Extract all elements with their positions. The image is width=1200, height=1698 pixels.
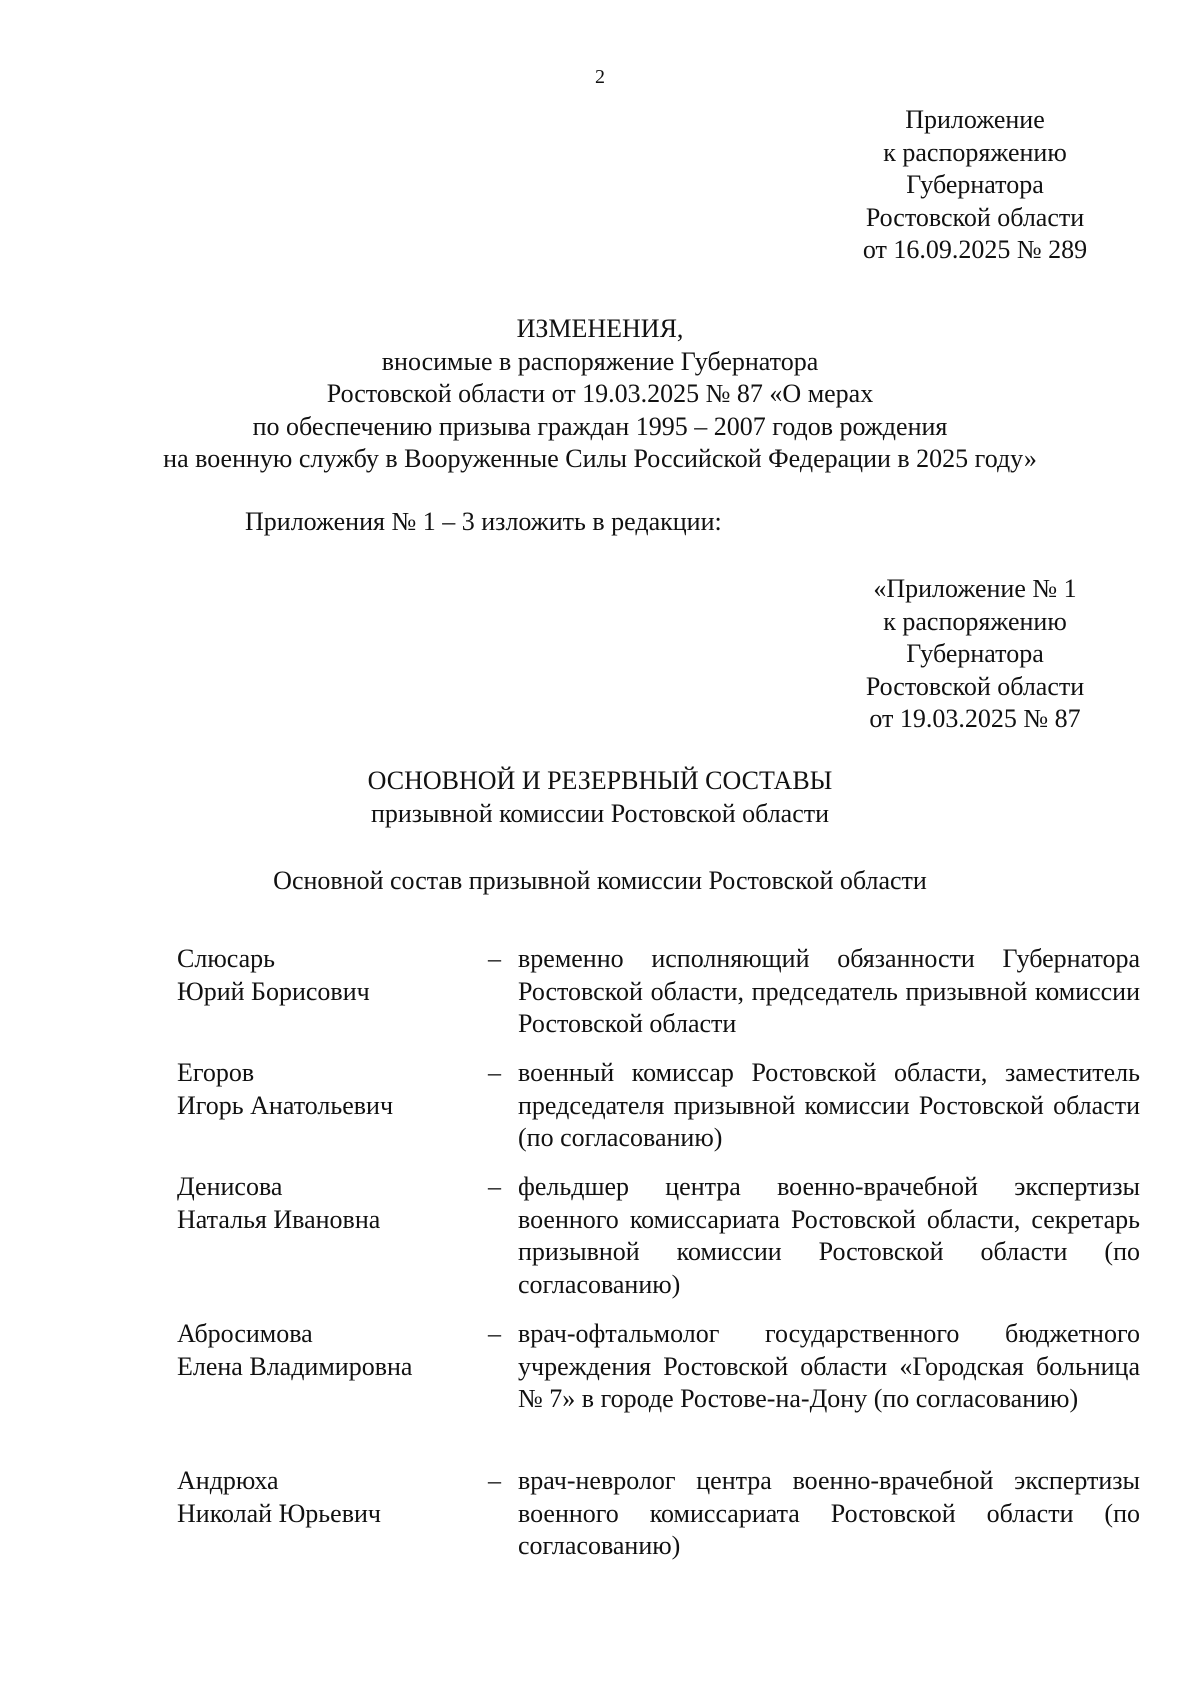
member-given-names: Юрий Борисович [177,976,370,1006]
dash: – [488,1319,501,1348]
member-given-names: Наталья Ивановна [177,1204,381,1234]
approval-line: к распоряжению [883,137,1067,167]
annex-line: Ростовской области [865,671,1085,701]
changes-line: вносимые в распоряжение Губернатора [381,346,819,376]
member-surname: Андрюха [177,1466,279,1495]
annex-line: Губернатора [906,639,1044,668]
member-given-names: Елена Владимировна [177,1351,413,1381]
member-role: врач-невролог центра военно-врачебной экспертизы военного комиссариата Ростовской области (по согласованию) [518,1466,1140,1560]
approval-line: Ростовской области [865,202,1085,232]
member-name [177,1171,467,1236]
approval-line: Губернатора [906,170,1044,199]
annex-line: от 19.03.2025 № 87 [869,704,1081,733]
dash: – [488,1466,501,1495]
approval-line: Приложение [905,105,1045,134]
member-given-names: Николай Юрьевич [177,1498,381,1528]
composition-subheading: призывной комиссии Ростовской области [370,798,830,828]
page-number: 2 [595,66,605,88]
member-role: временно исполняющий обязанности Губернатора Ростовской области, председатель призывной комиссии Ростовской области [518,944,1140,1038]
annex-block [850,573,1100,736]
dash: – [488,944,501,973]
dash: – [488,1058,501,1087]
member-name [177,1057,467,1122]
composition-heading: ОСНОВНОЙ И РЕЗЕРВНЫЙ СОСТАВЫ [367,766,833,795]
section-title: Основной состав призывной комиссии Ростовской области [273,866,927,895]
member-role: военный комиссар Ростовской области, заместитель председателя призывной комиссии Ростовской области (по согласованию) [518,1058,1140,1152]
approval-block [850,104,1100,267]
lead-text: Приложения № 1 – 3 изложить в редакции: [245,507,722,536]
member-surname: Абросимова [177,1319,313,1348]
member-name [177,943,467,1008]
changes-line: Ростовской области от 19.03.2025 № 87 «О мерах [326,379,874,408]
member-surname: Егоров [177,1058,255,1087]
annex-line: к распоряжению [883,606,1067,636]
member-name [177,1465,467,1530]
changes-line: на военную службу в Вооруженные Силы Российской Федерации в 2025 году» [163,444,1037,473]
changes-title [0,313,1200,476]
changes-heading: ИЗМЕНЕНИЯ, [516,314,684,343]
member-name [177,1318,467,1383]
member-role: фельдшер центра военно-врачебной экспертизы военного комиссариата Ростовской области, секретарь призывной комиссии Ростовской области (по согласованию) [518,1172,1140,1299]
member-surname: Слюсарь [177,944,275,973]
annex-line: «Приложение № 1 [873,574,1077,603]
dash: – [488,1172,501,1201]
composition-title [0,765,1200,830]
approval-line: от 16.09.2025 № 289 [862,235,1088,264]
member-surname: Денисова [177,1172,283,1201]
member-given-names: Игорь Анатольевич [177,1090,394,1120]
changes-line: по обеспечению призыва граждан 1995 – 2007 годов рождения [252,411,948,441]
member-role: врач-офтальмолог государственного бюджетного учреждения Ростовской области «Городская больница № 7» в городе Ростове-на-Дону (по согласованию) [518,1319,1140,1413]
